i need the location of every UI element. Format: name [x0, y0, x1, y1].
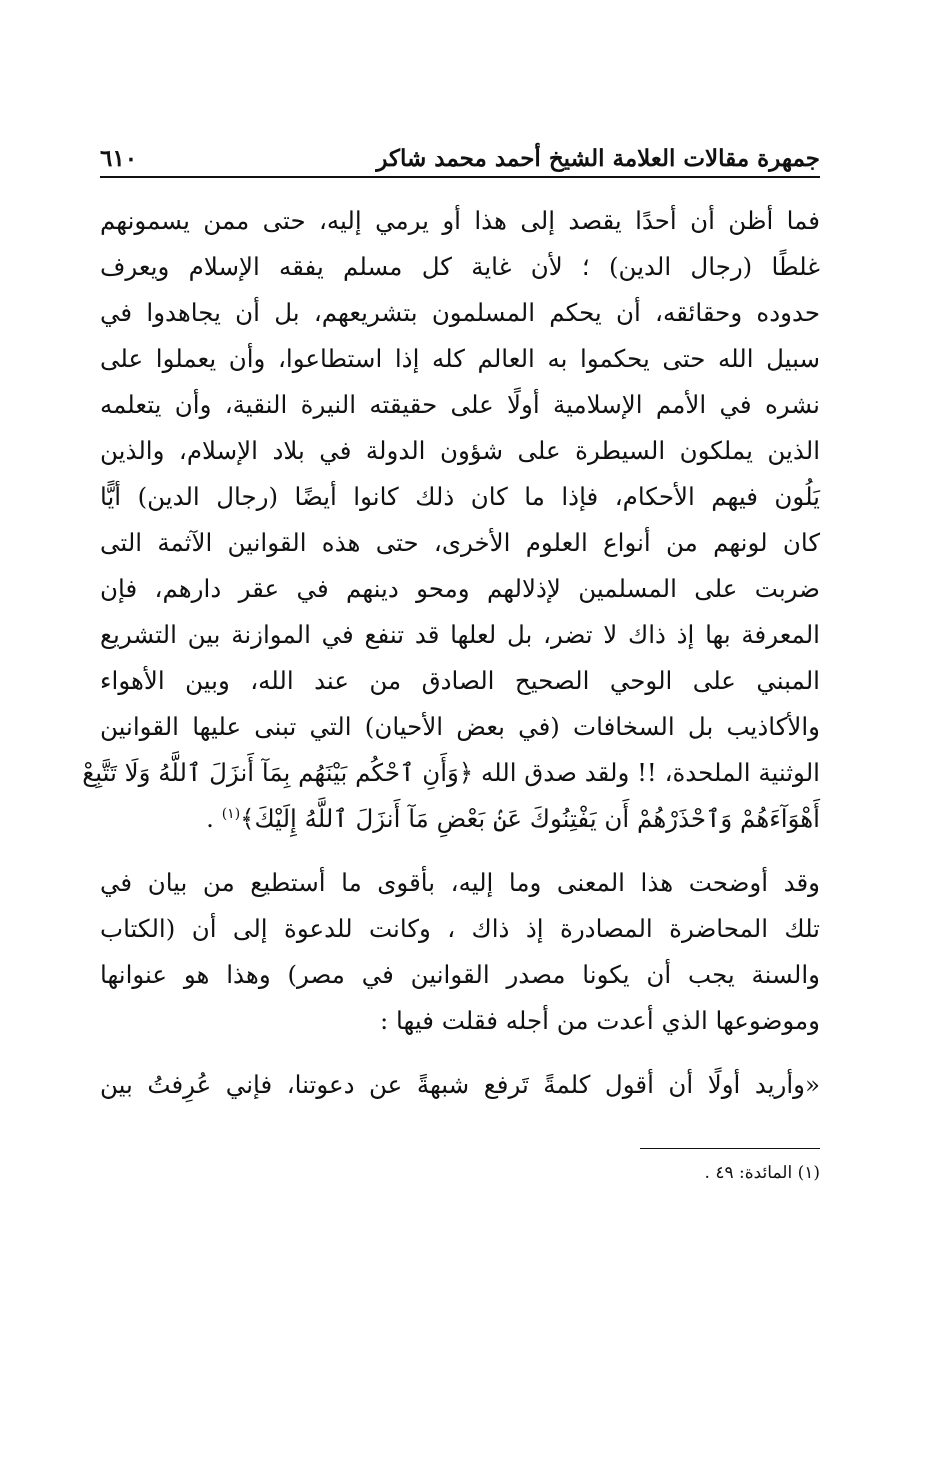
- body-text: [82, 198, 820, 1187]
- running-title: جمهرة مقالات العلامة الشيخ أحمد محمد شاكر: [376, 145, 820, 172]
- page-number: ٦١٠: [100, 145, 138, 172]
- paragraph-1: [82, 198, 820, 842]
- footnote-separator: [640, 1148, 820, 1149]
- footnote-marker: (١): [221, 805, 241, 822]
- quran-verse-text: أَهْوَآءَهُمْ وَٱحْذَرْهُمْ أَن يَفْتِنُوكَ عَنۢ بَعْضِ مَآ أَنزَلَ ٱللَّهُ إِلَيْكَ﴾: [240, 804, 820, 833]
- quran-verse-line: الوثنية الملحدة، !! ولقد صدق الله ﴿وَأَنِ ٱحْكُم بَيْنَهُم بِمَآ أَنزَلَ ٱللَّهُ وَلَا تَتَّبِعْ: [82, 758, 820, 787]
- text-line: «وأريد أولًا أن أقول كلمةً تَرفع شبهةً عن دعوتنا، فإني عُرِفتُ بين: [100, 1070, 820, 1099]
- document-page: [82, 128, 820, 1348]
- running-header: [100, 128, 820, 178]
- text-line: فما أظن أن أحدًا يقصد إلى هذا أو يرمي إليه، حتى ممن يسمونهم: [100, 206, 820, 235]
- line-suffix: .: [206, 804, 222, 833]
- text-line: حدوده وحقائقه، أن يحكم المسلمون بتشريعهم، بل أن يجاهدوا في: [100, 298, 820, 327]
- quran-verse-line-end: [100, 796, 820, 842]
- paragraph-3: [100, 1062, 820, 1108]
- text-line: كان لونهم من أنواع العلوم الأخرى، حتى هذه القوانين الآثمة التى: [100, 528, 820, 557]
- paragraph-2: [100, 860, 820, 1044]
- text-line: المبني على الوحي الصحيح الصادق من عند الله، وبين الأهواء: [100, 666, 820, 695]
- paragraph-gap: [100, 842, 820, 860]
- text-line: ضربت على المسلمين لإذلالهم ومحو دينهم في عقر دارهم، فإن: [100, 574, 820, 603]
- footnote: (١) المائدة: ٤٩ .: [704, 1163, 820, 1183]
- text-line: سبيل الله حتى يحكموا به العالم كله إذا استطاعوا، وأن يعملوا على: [100, 344, 820, 373]
- text-line: وموضوعها الذي أعدت من أجله فقلت فيها :: [380, 1006, 820, 1035]
- text-line: نشره في الأمم الإسلامية أولًا على حقيقته النيرة النقية، وأن يتعلمه: [100, 390, 820, 419]
- text-line: وقد أوضحت هذا المعنى وما إليه، بأقوى ما أستطيع من بيان في: [100, 868, 820, 897]
- text-line: غلطًا (رجال الدين) ؛ لأن غاية كل مسلم يفقه الإسلام ويعرف: [100, 252, 820, 281]
- text-line: المعرفة بها إذ ذاك لا تضر، بل لعلها قد تنفع في الموازنة بين التشريع: [100, 620, 820, 649]
- text-line: يَلُون فيهم الأحكام، فإذا ما كان ذلك كانوا أيضًا (رجال الدين) أيًّا: [100, 482, 820, 511]
- text-line: والأكاذيب بل السخافات (في بعض الأحيان) التي تبنى عليها القوانين: [100, 712, 820, 741]
- text-line: والسنة يجب أن يكونا مصدر القوانين في مصر) وهذا هو عنوانها: [100, 960, 820, 989]
- paragraph-gap: [100, 1044, 820, 1062]
- text-line: تلك المحاضرة المصادرة إذ ذاك ، وكانت للدعوة إلى أن (الكتاب: [100, 914, 820, 943]
- text-line: الذين يملكون السيطرة على شؤون الدولة في بلاد الإسلام، والذين: [100, 436, 820, 465]
